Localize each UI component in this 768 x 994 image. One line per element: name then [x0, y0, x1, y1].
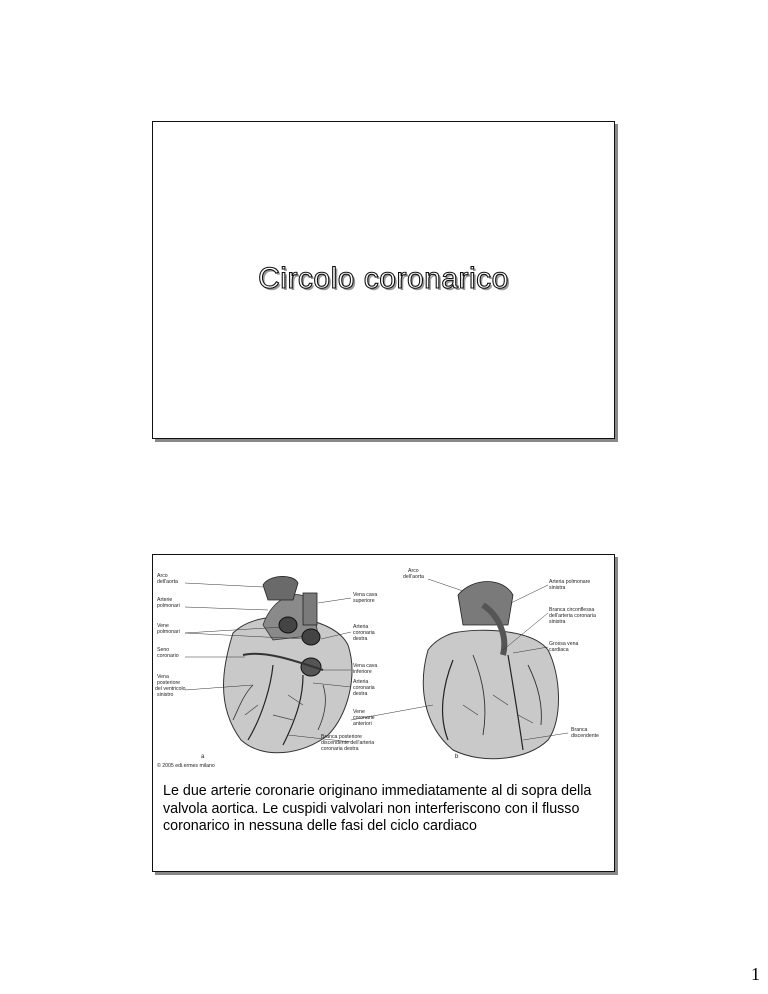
fig-label-left: Arterie — [157, 597, 173, 603]
slide-title-text: Circolo coronarico — [258, 262, 509, 295]
fig-label-left: sinistro — [157, 692, 174, 698]
fig-label-middle: Arteria — [353, 679, 369, 685]
fig-label-left: Vene — [157, 623, 169, 629]
fig-label-left: Seno — [157, 647, 170, 653]
fig-label-middle: coronaria destra — [321, 746, 359, 752]
heart-a-illustration — [224, 576, 352, 752]
fig-label-left: del ventricolo — [155, 686, 186, 692]
fig-label-middle: anteriori — [353, 721, 372, 727]
fig-label-right: sinistra — [549, 619, 566, 625]
panel-a-label: a — [201, 754, 205, 760]
fig-label-left: coronario — [157, 653, 179, 659]
fig-label-right: dell'aorta — [403, 574, 424, 580]
fig-label-middle: Vena cava — [353, 592, 378, 598]
fig-label-right: Arteria polmonare — [549, 579, 591, 585]
fig-label-middle: discendente dell'arteria — [321, 740, 375, 746]
slide-title — [152, 121, 615, 439]
fig-label-middle: Arteria — [353, 624, 369, 630]
fig-label-left: polmonari — [157, 629, 180, 635]
fig-label-middle: destra — [353, 691, 368, 697]
fig-label-middle: destra — [353, 636, 368, 642]
fig-label-middle: Vene — [353, 709, 365, 715]
fig-label-left: posteriore — [157, 680, 181, 686]
slide-caption: Le due arterie coronarie originano immediatamente al di sopra della valvola aortica. Le cuspidi valvolari non interferiscono con il flusso coronarico in nessuna delle fasi del ciclo cardiaco — [163, 783, 592, 834]
fig-label-right: cardiaca — [549, 647, 569, 653]
fig-label-middle: coronaria — [353, 630, 375, 636]
fig-label-left: Arco — [157, 573, 168, 579]
copyright-text: © 2005 edi.ermes milano — [157, 763, 215, 769]
fig-label-right: Arco — [408, 568, 419, 574]
fig-label-right: Branca circonflessa — [549, 607, 595, 613]
fig-label-right: Grossa vena — [549, 641, 579, 647]
heart-b-illustration — [423, 582, 558, 759]
fig-label-left: dell'aorta — [157, 579, 178, 585]
fig-label-right: dell'arteria coronaria — [549, 613, 596, 619]
fig-label-left: polmonari — [157, 603, 180, 609]
page-number: 1 — [751, 964, 760, 984]
fig-label-left: Vena — [157, 674, 169, 680]
fig-label-middle: inferiore — [353, 669, 372, 675]
panel-b-label: b — [455, 754, 459, 760]
fig-label-middle: coronaria — [353, 685, 375, 691]
fig-label-right: discendente — [571, 733, 599, 739]
fig-label-right: sinistra — [549, 585, 566, 591]
slide-coronary-figure — [152, 554, 615, 872]
fig-label-right: Branca — [571, 727, 588, 733]
fig-label-middle: coronarie — [353, 715, 375, 721]
heart-anatomy-figure — [153, 555, 616, 775]
fig-label-middle: Vena cava — [353, 663, 378, 669]
fig-label-middle: superiore — [353, 598, 375, 604]
fig-label-middle: Branca posteriore — [321, 734, 362, 740]
